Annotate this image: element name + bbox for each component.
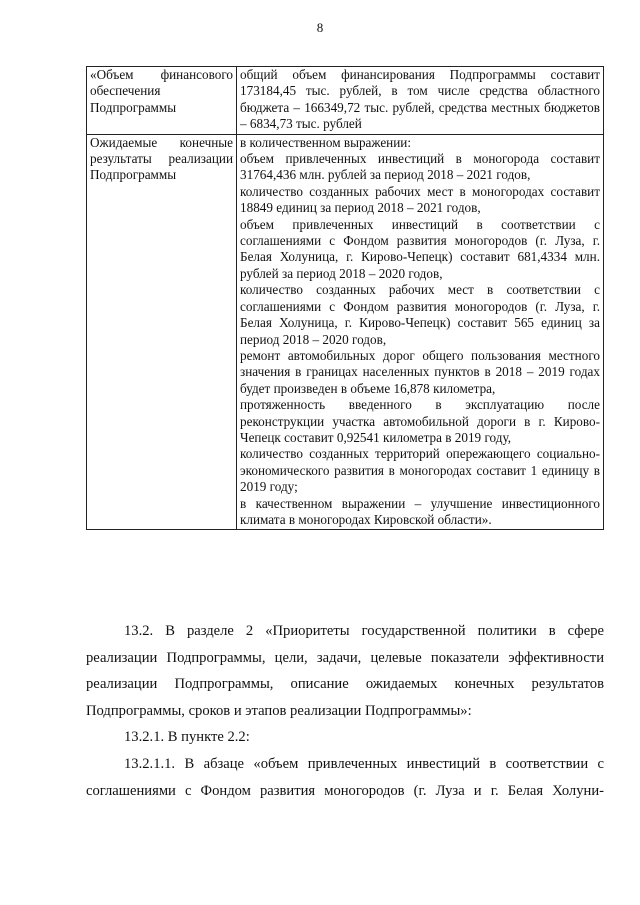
table-cell-value — [237, 67, 604, 135]
body-text — [86, 618, 604, 804]
paragraph: 13.2.1.1. В абзаце «объем привлеченных инвестиций в соответствии с соглашениями с Фондом развития моногородов (г. Луза и г. Белая Холуни- — [86, 755, 604, 799]
table-cell-label: Ожидаемые конечные результаты реализации Подпрограммы — [87, 134, 237, 530]
text-line: ремонт автомобильных дорог общего пользования местного значения в границах населенных пунктов в 2018 – 2019 годах будет произведен в объеме 16,878 километра, — [240, 347, 600, 396]
table-cell-label: «Объем финансового обеспечения Подпрограммы — [87, 67, 237, 135]
text-line: протяженность введенного в эксплуатацию после реконструкции участка автомобильной дороги в г. Кирово-Чепецк составит 0,92541 километра в 2019 году, — [240, 397, 600, 445]
text-line: в качественном выражении – улучшение инвестиционного климата в моногородах Кировской области». — [240, 495, 600, 527]
page-number: 8 — [316, 20, 324, 35]
text-line: количество созданных рабочих мест в моногородах составит 18849 единиц за период 2018 – 2021 годов, — [240, 183, 600, 216]
paragraph: 13.2. В разделе 2 «Приоритеты государственной политики в сфере реализации Подпрограммы, цели, задачи, целевые показатели эффективности реализации Подпрограммы, описание ожидаемых конечных результатов Подпрограммы, сроков и этапов реализации Подпрограммы»: — [86, 623, 604, 719]
text-line: общий объем финансирования Подпрограммы составит 173184,45 тыс. рублей, в том числе средства областного бюджета – 166349,72 тыс. рублей, средства местных бюджетов – 6834,73 тыс. рублей — [240, 67, 600, 132]
text-line: объем привлеченных инвестиций в моногорода составит 31764,436 млн. рублей за период 2018 – 2021 годов, — [240, 151, 600, 183]
text-line: количество созданных рабочих мест в соответствии с соглашениями с Фондом развития моногородов (г. Луза, г. Белая Холуница, г. Кирово-Чепецк) составит 565 единиц за период 2018 – 2020 годов, — [240, 282, 600, 347]
passport-table — [86, 66, 604, 530]
paragraph: 13.2.1. В пункте 2.2: — [124, 729, 250, 746]
text-line: объем привлеченных инвестиций в соответствии с соглашениями с Фондом развития моногородов (г. Луза, г. Белая Холуница, г. Кирово-Чепецк) составит 681,4334 млн. рублей за период 2018 – 2020 годов, — [240, 216, 600, 281]
table-row-financing — [87, 67, 604, 135]
table-cell-value — [237, 134, 604, 530]
text-line: в количественном выражении: — [240, 134, 412, 150]
table-row-results — [87, 134, 604, 530]
text-line: количество созданных территорий опережающего социально-экономического развития в моногородах составит 1 единицу в 2019 году; — [240, 446, 600, 495]
